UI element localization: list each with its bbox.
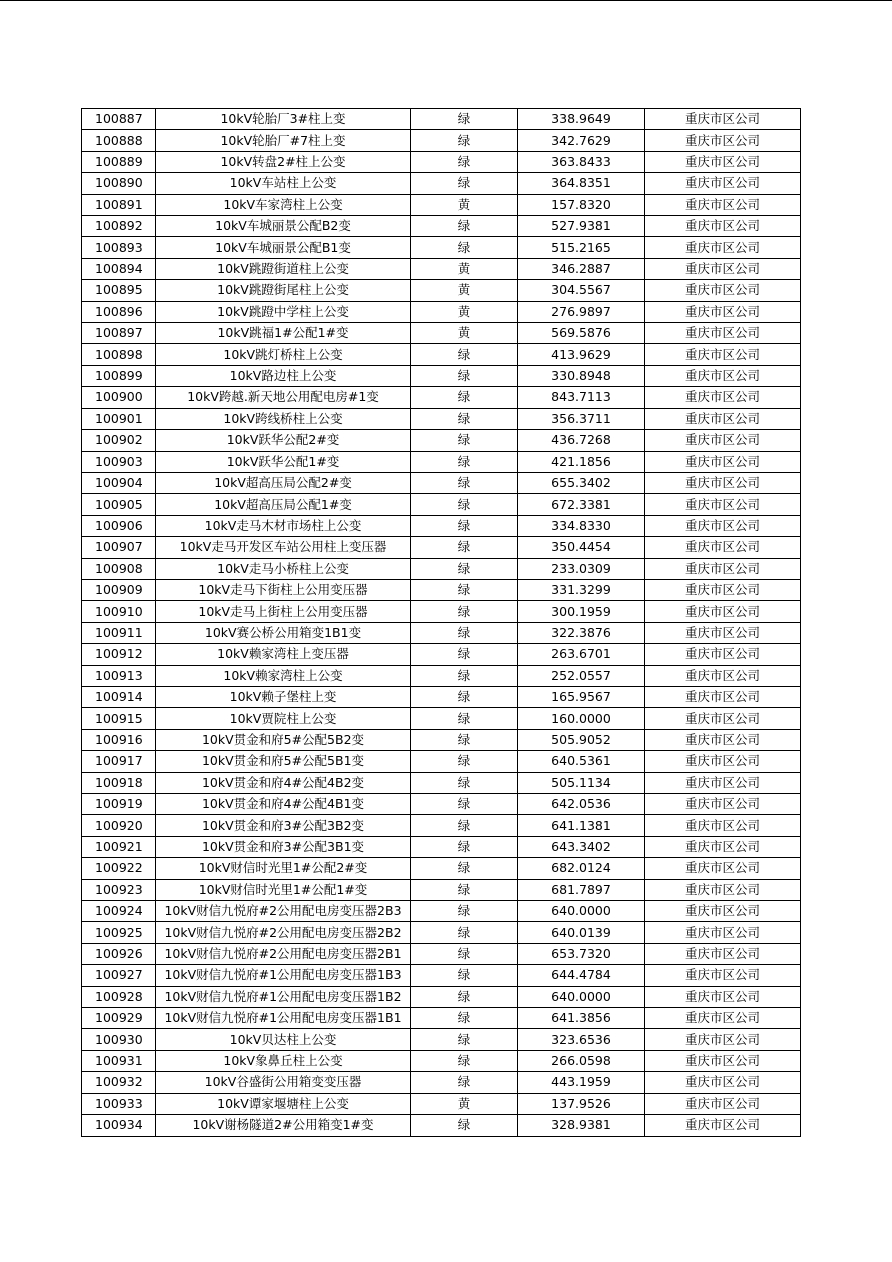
cell-name: 10kV财信九悦府#2公用配电房变压器2B2 [156, 922, 411, 943]
table-row [82, 965, 801, 986]
cell-name: 10kV贯金和府5#公配5B1变 [156, 751, 411, 772]
cell-company: 重庆市区公司 [645, 1008, 801, 1029]
cell-status: 绿 [411, 494, 518, 515]
cell-name: 10kV贯金和府4#公配4B1变 [156, 794, 411, 815]
table-row [82, 1115, 801, 1136]
cell-company: 重庆市区公司 [645, 836, 801, 857]
cell-value: 413.9629 [518, 344, 645, 365]
cell-value: 682.0124 [518, 858, 645, 879]
table-row [82, 408, 801, 429]
table-row [82, 387, 801, 408]
cell-company: 重庆市区公司 [645, 173, 801, 194]
cell-company: 重庆市区公司 [645, 686, 801, 707]
cell-id: 100912 [82, 644, 156, 665]
cell-company: 重庆市区公司 [645, 109, 801, 130]
table-row [82, 173, 801, 194]
cell-name: 10kV转盘2#柱上公变 [156, 151, 411, 172]
cell-id: 100917 [82, 751, 156, 772]
cell-company: 重庆市区公司 [645, 408, 801, 429]
cell-company: 重庆市区公司 [645, 1093, 801, 1114]
cell-id: 100927 [82, 965, 156, 986]
cell-status: 绿 [411, 858, 518, 879]
cell-value: 137.9526 [518, 1093, 645, 1114]
cell-company: 重庆市区公司 [645, 237, 801, 258]
cell-company: 重庆市区公司 [645, 794, 801, 815]
cell-status: 绿 [411, 772, 518, 793]
cell-id: 100921 [82, 836, 156, 857]
cell-status: 黄 [411, 301, 518, 322]
cell-id: 100902 [82, 430, 156, 451]
cell-value: 233.0309 [518, 558, 645, 579]
table-row [82, 301, 801, 322]
cell-status: 黄 [411, 280, 518, 301]
cell-name: 10kV车城丽景公配B1变 [156, 237, 411, 258]
cell-status: 绿 [411, 622, 518, 643]
cell-name: 10kV谢杨隧道2#公用箱变1#变 [156, 1115, 411, 1136]
cell-value: 346.2887 [518, 258, 645, 279]
cell-name: 10kV贝达柱上公变 [156, 1029, 411, 1050]
cell-status: 绿 [411, 986, 518, 1007]
cell-value: 642.0536 [518, 794, 645, 815]
table-row [82, 794, 801, 815]
table-row [82, 601, 801, 622]
cell-value: 421.1856 [518, 451, 645, 472]
cell-status: 绿 [411, 216, 518, 237]
table-row [82, 986, 801, 1007]
cell-name: 10kV走马下街柱上公用变压器 [156, 579, 411, 600]
table-row [82, 430, 801, 451]
cell-company: 重庆市区公司 [645, 815, 801, 836]
cell-status: 绿 [411, 1115, 518, 1136]
cell-company: 重庆市区公司 [645, 216, 801, 237]
cell-id: 100910 [82, 601, 156, 622]
cell-id: 100891 [82, 194, 156, 215]
cell-id: 100914 [82, 686, 156, 707]
cell-name: 10kV财信九悦府#2公用配电房变压器2B3 [156, 901, 411, 922]
cell-id: 100894 [82, 258, 156, 279]
cell-company: 重庆市区公司 [645, 1072, 801, 1093]
table-row [82, 130, 801, 151]
cell-id: 100908 [82, 558, 156, 579]
cell-id: 100922 [82, 858, 156, 879]
cell-status: 绿 [411, 794, 518, 815]
table-row [82, 622, 801, 643]
cell-name: 10kV车站柱上公变 [156, 173, 411, 194]
cell-status: 绿 [411, 686, 518, 707]
cell-company: 重庆市区公司 [645, 151, 801, 172]
cell-company: 重庆市区公司 [645, 943, 801, 964]
table-row [82, 879, 801, 900]
cell-id: 100901 [82, 408, 156, 429]
cell-id: 100926 [82, 943, 156, 964]
table-row [82, 151, 801, 172]
cell-name: 10kV财信九悦府#1公用配电房变压器1B3 [156, 965, 411, 986]
cell-status: 黄 [411, 258, 518, 279]
cell-status: 黄 [411, 1093, 518, 1114]
cell-id: 100909 [82, 579, 156, 600]
cell-status: 绿 [411, 558, 518, 579]
cell-name: 10kV赖子堡柱上变 [156, 686, 411, 707]
cell-value: 330.8948 [518, 365, 645, 386]
cell-name: 10kV财信九悦府#1公用配电房变压器1B2 [156, 986, 411, 1007]
cell-value: 515.2165 [518, 237, 645, 258]
cell-id: 100924 [82, 901, 156, 922]
cell-value: 640.0000 [518, 901, 645, 922]
table-row [82, 815, 801, 836]
table-row [82, 836, 801, 857]
cell-status: 绿 [411, 943, 518, 964]
cell-id: 100931 [82, 1050, 156, 1071]
table-row [82, 537, 801, 558]
cell-status: 黄 [411, 323, 518, 344]
cell-company: 重庆市区公司 [645, 430, 801, 451]
table-row [82, 494, 801, 515]
cell-name: 10kV贾院柱上公变 [156, 708, 411, 729]
cell-name: 10kV路边柱上公变 [156, 365, 411, 386]
table-row [82, 451, 801, 472]
cell-status: 绿 [411, 130, 518, 151]
cell-id: 100928 [82, 986, 156, 1007]
cell-name: 10kV走马开发区车站公用柱上变压器 [156, 537, 411, 558]
cell-name: 10kV跃华公配2#变 [156, 430, 411, 451]
cell-id: 100918 [82, 772, 156, 793]
cell-status: 绿 [411, 451, 518, 472]
cell-company: 重庆市区公司 [645, 494, 801, 515]
cell-id: 100911 [82, 622, 156, 643]
cell-status: 绿 [411, 601, 518, 622]
cell-id: 100897 [82, 323, 156, 344]
cell-company: 重庆市区公司 [645, 879, 801, 900]
cell-status: 绿 [411, 237, 518, 258]
cell-value: 334.8330 [518, 515, 645, 536]
cell-id: 100916 [82, 729, 156, 750]
cell-value: 643.3402 [518, 836, 645, 857]
cell-id: 100905 [82, 494, 156, 515]
table-row [82, 943, 801, 964]
cell-company: 重庆市区公司 [645, 344, 801, 365]
cell-status: 绿 [411, 1050, 518, 1071]
cell-value: 322.3876 [518, 622, 645, 643]
cell-id: 100903 [82, 451, 156, 472]
cell-name: 10kV赖家湾柱上变压器 [156, 644, 411, 665]
table-row [82, 708, 801, 729]
cell-name: 10kV跳蹬街尾柱上公变 [156, 280, 411, 301]
cell-name: 10kV跨线桥柱上公变 [156, 408, 411, 429]
cell-name: 10kV赖家湾柱上公变 [156, 665, 411, 686]
table-row [82, 1029, 801, 1050]
cell-value: 276.9897 [518, 301, 645, 322]
cell-status: 绿 [411, 644, 518, 665]
cell-company: 重庆市区公司 [645, 965, 801, 986]
cell-value: 356.3711 [518, 408, 645, 429]
cell-id: 100892 [82, 216, 156, 237]
cell-id: 100888 [82, 130, 156, 151]
cell-id: 100929 [82, 1008, 156, 1029]
cell-status: 绿 [411, 109, 518, 130]
cell-company: 重庆市区公司 [645, 601, 801, 622]
cell-id: 100896 [82, 301, 156, 322]
cell-company: 重庆市区公司 [645, 901, 801, 922]
cell-status: 绿 [411, 729, 518, 750]
table-row [82, 1008, 801, 1029]
cell-name: 10kV走马上街柱上公用变压器 [156, 601, 411, 622]
cell-status: 黄 [411, 194, 518, 215]
table-row [82, 644, 801, 665]
cell-name: 10kV车城丽景公配B2变 [156, 216, 411, 237]
cell-value: 640.0139 [518, 922, 645, 943]
cell-id: 100913 [82, 665, 156, 686]
cell-id: 100887 [82, 109, 156, 130]
cell-status: 绿 [411, 408, 518, 429]
cell-status: 绿 [411, 1029, 518, 1050]
cell-value: 363.8433 [518, 151, 645, 172]
cell-status: 绿 [411, 665, 518, 686]
cell-company: 重庆市区公司 [645, 729, 801, 750]
cell-status: 绿 [411, 922, 518, 943]
cell-name: 10kV谷盛街公用箱变变压器 [156, 1072, 411, 1093]
cell-id: 100925 [82, 922, 156, 943]
cell-status: 绿 [411, 901, 518, 922]
cell-company: 重庆市区公司 [645, 751, 801, 772]
cell-value: 266.0598 [518, 1050, 645, 1071]
cell-value: 644.4784 [518, 965, 645, 986]
table-row [82, 344, 801, 365]
cell-status: 绿 [411, 879, 518, 900]
cell-company: 重庆市区公司 [645, 665, 801, 686]
cell-value: 300.1959 [518, 601, 645, 622]
cell-value: 505.9052 [518, 729, 645, 750]
cell-status: 绿 [411, 579, 518, 600]
cell-value: 640.5361 [518, 751, 645, 772]
cell-name: 10kV跳蹬街道柱上公变 [156, 258, 411, 279]
cell-value: 328.9381 [518, 1115, 645, 1136]
cell-name: 10kV轮胎厂#7柱上变 [156, 130, 411, 151]
cell-company: 重庆市区公司 [645, 922, 801, 943]
cell-name: 10kV财信九悦府#1公用配电房变压器1B1 [156, 1008, 411, 1029]
table-row [82, 194, 801, 215]
cell-status: 绿 [411, 344, 518, 365]
cell-status: 绿 [411, 387, 518, 408]
cell-name: 10kV走马木材市场柱上公变 [156, 515, 411, 536]
table-row [82, 1050, 801, 1071]
cell-value: 672.3381 [518, 494, 645, 515]
cell-id: 100934 [82, 1115, 156, 1136]
cell-status: 绿 [411, 537, 518, 558]
table-row [82, 901, 801, 922]
table-row [82, 515, 801, 536]
cell-id: 100915 [82, 708, 156, 729]
cell-status: 绿 [411, 430, 518, 451]
cell-value: 641.3856 [518, 1008, 645, 1029]
cell-status: 绿 [411, 965, 518, 986]
cell-id: 100899 [82, 365, 156, 386]
cell-name: 10kV财信时光里1#公配1#变 [156, 879, 411, 900]
cell-value: 641.1381 [518, 815, 645, 836]
cell-name: 10kV谭家堰塘柱上公变 [156, 1093, 411, 1114]
table-row [82, 365, 801, 386]
cell-id: 100933 [82, 1093, 156, 1114]
cell-company: 重庆市区公司 [645, 387, 801, 408]
cell-company: 重庆市区公司 [645, 130, 801, 151]
cell-name: 10kV跳福1#公配1#变 [156, 323, 411, 344]
table-row [82, 237, 801, 258]
cell-company: 重庆市区公司 [645, 258, 801, 279]
cell-id: 100919 [82, 794, 156, 815]
cell-company: 重庆市区公司 [645, 986, 801, 1007]
cell-status: 绿 [411, 708, 518, 729]
table-row [82, 280, 801, 301]
cell-company: 重庆市区公司 [645, 708, 801, 729]
cell-company: 重庆市区公司 [645, 515, 801, 536]
table-row [82, 323, 801, 344]
cell-value: 338.9649 [518, 109, 645, 130]
cell-value: 331.3299 [518, 579, 645, 600]
cell-name: 10kV超高压局公配2#变 [156, 472, 411, 493]
cell-value: 527.9381 [518, 216, 645, 237]
cell-name: 10kV走马小桥柱上公变 [156, 558, 411, 579]
cell-status: 绿 [411, 815, 518, 836]
cell-company: 重庆市区公司 [645, 644, 801, 665]
table-row [82, 558, 801, 579]
cell-status: 绿 [411, 751, 518, 772]
cell-company: 重庆市区公司 [645, 537, 801, 558]
table-row [82, 858, 801, 879]
cell-company: 重庆市区公司 [645, 1050, 801, 1071]
cell-value: 436.7268 [518, 430, 645, 451]
cell-name: 10kV象鼻丘柱上公变 [156, 1050, 411, 1071]
cell-name: 10kV轮胎厂3#柱上变 [156, 109, 411, 130]
cell-value: 304.5567 [518, 280, 645, 301]
cell-value: 505.1134 [518, 772, 645, 793]
cell-name: 10kV跃华公配1#变 [156, 451, 411, 472]
cell-company: 重庆市区公司 [645, 558, 801, 579]
cell-id: 100923 [82, 879, 156, 900]
cell-company: 重庆市区公司 [645, 365, 801, 386]
table-row [82, 751, 801, 772]
cell-name: 10kV超高压局公配1#变 [156, 494, 411, 515]
cell-id: 100907 [82, 537, 156, 558]
cell-value: 569.5876 [518, 323, 645, 344]
cell-company: 重庆市区公司 [645, 579, 801, 600]
cell-id: 100889 [82, 151, 156, 172]
cell-name: 10kV跳蹬中学柱上公变 [156, 301, 411, 322]
cell-id: 100904 [82, 472, 156, 493]
cell-value: 165.9567 [518, 686, 645, 707]
table-row [82, 258, 801, 279]
cell-name: 10kV赛公桥公用箱变1B1变 [156, 622, 411, 643]
table-row [82, 216, 801, 237]
cell-id: 100895 [82, 280, 156, 301]
table-row [82, 579, 801, 600]
cell-id: 100906 [82, 515, 156, 536]
cell-company: 重庆市区公司 [645, 1029, 801, 1050]
cell-name: 10kV财信时光里1#公配2#变 [156, 858, 411, 879]
cell-name: 10kV跨越.新天地公用配电房#1变 [156, 387, 411, 408]
cell-value: 350.4454 [518, 537, 645, 558]
cell-status: 绿 [411, 515, 518, 536]
table-row [82, 1072, 801, 1093]
cell-name: 10kV贯金和府3#公配3B2变 [156, 815, 411, 836]
cell-name: 10kV车家湾柱上公变 [156, 194, 411, 215]
cell-value: 323.6536 [518, 1029, 645, 1050]
table-row [82, 1093, 801, 1114]
cell-company: 重庆市区公司 [645, 194, 801, 215]
cell-id: 100930 [82, 1029, 156, 1050]
transformer-table [81, 108, 801, 1137]
table-row [82, 109, 801, 130]
cell-id: 100920 [82, 815, 156, 836]
table-row [82, 686, 801, 707]
cell-company: 重庆市区公司 [645, 301, 801, 322]
cell-value: 263.6701 [518, 644, 645, 665]
cell-company: 重庆市区公司 [645, 472, 801, 493]
cell-name: 10kV跳灯桥柱上公变 [156, 344, 411, 365]
cell-value: 681.7897 [518, 879, 645, 900]
cell-company: 重庆市区公司 [645, 858, 801, 879]
cell-company: 重庆市区公司 [645, 772, 801, 793]
cell-value: 843.7113 [518, 387, 645, 408]
table-row [82, 472, 801, 493]
cell-value: 655.3402 [518, 472, 645, 493]
cell-status: 绿 [411, 365, 518, 386]
cell-status: 绿 [411, 836, 518, 857]
cell-company: 重庆市区公司 [645, 1115, 801, 1136]
cell-name: 10kV贯金和府3#公配3B1变 [156, 836, 411, 857]
table-row [82, 922, 801, 943]
cell-id: 100898 [82, 344, 156, 365]
cell-value: 160.0000 [518, 708, 645, 729]
cell-company: 重庆市区公司 [645, 622, 801, 643]
cell-name: 10kV贯金和府4#公配4B2变 [156, 772, 411, 793]
cell-name: 10kV财信九悦府#2公用配电房变压器2B1 [156, 943, 411, 964]
cell-company: 重庆市区公司 [645, 451, 801, 472]
cell-status: 绿 [411, 173, 518, 194]
cell-value: 364.8351 [518, 173, 645, 194]
cell-id: 100893 [82, 237, 156, 258]
cell-id: 100890 [82, 173, 156, 194]
cell-value: 640.0000 [518, 986, 645, 1007]
cell-value: 653.7320 [518, 943, 645, 964]
table-row [82, 665, 801, 686]
cell-value: 342.7629 [518, 130, 645, 151]
cell-status: 绿 [411, 1008, 518, 1029]
cell-company: 重庆市区公司 [645, 280, 801, 301]
cell-status: 绿 [411, 1072, 518, 1093]
cell-id: 100932 [82, 1072, 156, 1093]
cell-value: 157.8320 [518, 194, 645, 215]
cell-status: 绿 [411, 472, 518, 493]
cell-company: 重庆市区公司 [645, 323, 801, 344]
table-body [82, 109, 801, 1137]
cell-value: 443.1959 [518, 1072, 645, 1093]
cell-value: 252.0557 [518, 665, 645, 686]
cell-name: 10kV贯金和府5#公配5B2变 [156, 729, 411, 750]
table-row [82, 772, 801, 793]
table-row [82, 729, 801, 750]
cell-id: 100900 [82, 387, 156, 408]
page-top-border [0, 0, 892, 1]
cell-status: 绿 [411, 151, 518, 172]
